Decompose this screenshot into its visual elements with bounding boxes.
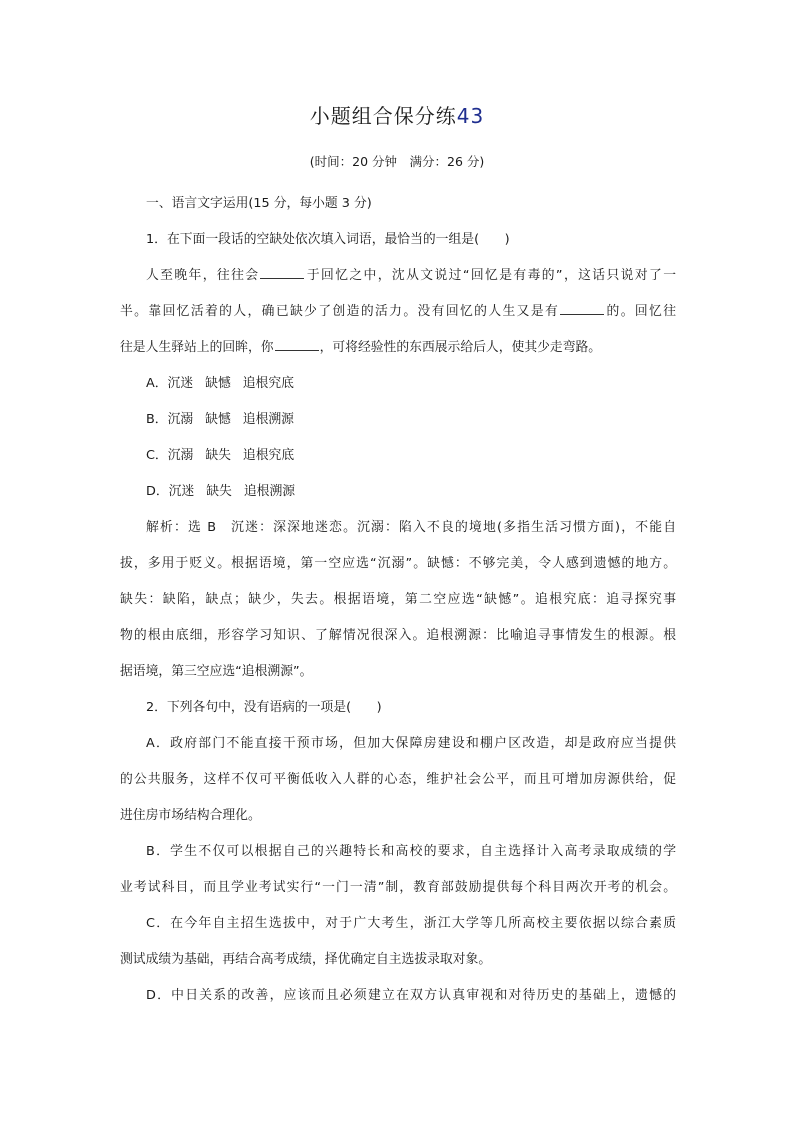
title-text: 小题组合保分练 xyxy=(309,104,457,128)
q1-analysis-line: 物的根由底细，形容学习知识、了解情况很深入。追根溯源：比喻追寻事情发生的根源。根 xyxy=(120,628,676,643)
q2-option-a-line: 的公共服务，这样不仅可平衡低收入人群的心态，维护社会公平，而且可增加房源供给，促 xyxy=(120,772,676,787)
q1-analysis-line: 据语境，第三空应选“追根溯源”。 xyxy=(120,664,313,679)
q2-option-a-line: 进住房市场结构合理化。 xyxy=(120,808,261,823)
q1-passage-line: 半。靠回忆活着的人，确已缺少了创造的活力。没有回忆的人生又是有 的。回忆往 xyxy=(120,294,676,330)
q2-stem: 2．下列各句中，没有语病的一项是( ) xyxy=(146,700,382,715)
q2-option-d-line: D．中日关系的改善，应该而且必须建立在双方认真审视和对待历史的基础上，遗憾的 xyxy=(146,988,676,1003)
time-score-info: (时间：20 分钟 满分：26 分) xyxy=(309,154,485,169)
q1-analysis-line: 解析：选 B 沉迷：深深地迷恋。沉溺：陷入不良的境地(多指生活习惯方面)，不能自 xyxy=(146,520,676,535)
page-title xyxy=(0,100,794,129)
q1-analysis-line: 缺失：缺陷，缺点；缺少，失去。根据语境，第二空应选“缺憾”。追根究底：追寻探究事 xyxy=(120,592,676,607)
section-heading: 一、语言文字运用(15 分，每小题 3 分) xyxy=(146,196,372,211)
content-body xyxy=(120,186,676,1014)
q2-option-c-line: C．在今年自主招生选拔中，对于广大考生，浙江大学等几所高校主要依据以综合素质 xyxy=(146,916,676,931)
q1-analysis-line: 拔，多用于贬义。根据语境，第一空应选“沉溺”。缺憾：不够完美，令人感到遗憾的地方。 xyxy=(120,556,676,571)
answer-blank-1 xyxy=(260,264,304,279)
answer-blank-2 xyxy=(560,300,604,315)
title-number: 43 xyxy=(456,104,485,128)
q1-option-c: C．沉溺 缺失 追根究底 xyxy=(146,448,295,463)
q1-option-d: D．沉迷 缺失 追根溯源 xyxy=(146,484,296,499)
q1-stem: 1．在下面一段话的空缺处依次填入词语，最恰当的一组是( ) xyxy=(146,232,510,247)
answer-blank-3 xyxy=(275,336,319,351)
q1-option-b: B．沉溺 缺憾 追根溯源 xyxy=(146,412,294,427)
q1-option-a: A．沉迷 缺憾 追根究底 xyxy=(146,376,294,391)
q2-option-a-line: A．政府部门不能直接干预市场，但加大保障房建设和棚户区改造，却是政府应当提供 xyxy=(146,736,676,751)
q1-passage-line: 往是人生驿站上的回眸，你 ，可将经验性的东西展示给后人，使其少走弯路。 xyxy=(120,330,676,366)
q2-option-b-line: 业考试科目，而且学业考试实行“一门一清”制，教育部鼓励提供每个科目两次开考的机会。 xyxy=(120,880,676,895)
q2-option-c-line: 测试成绩为基础，再结合高考成绩，择优确定自主选拔录取对象。 xyxy=(120,952,492,967)
q2-option-b-line: B．学生不仅可以根据自己的兴趣特长和高校的要求，自主选择计入高考录取成绩的学 xyxy=(146,844,676,859)
q1-passage-line: 人至晚年，往往会 于回忆之中，沈从文说过“回忆是有毒的”，这话只说对了一 xyxy=(120,258,676,294)
